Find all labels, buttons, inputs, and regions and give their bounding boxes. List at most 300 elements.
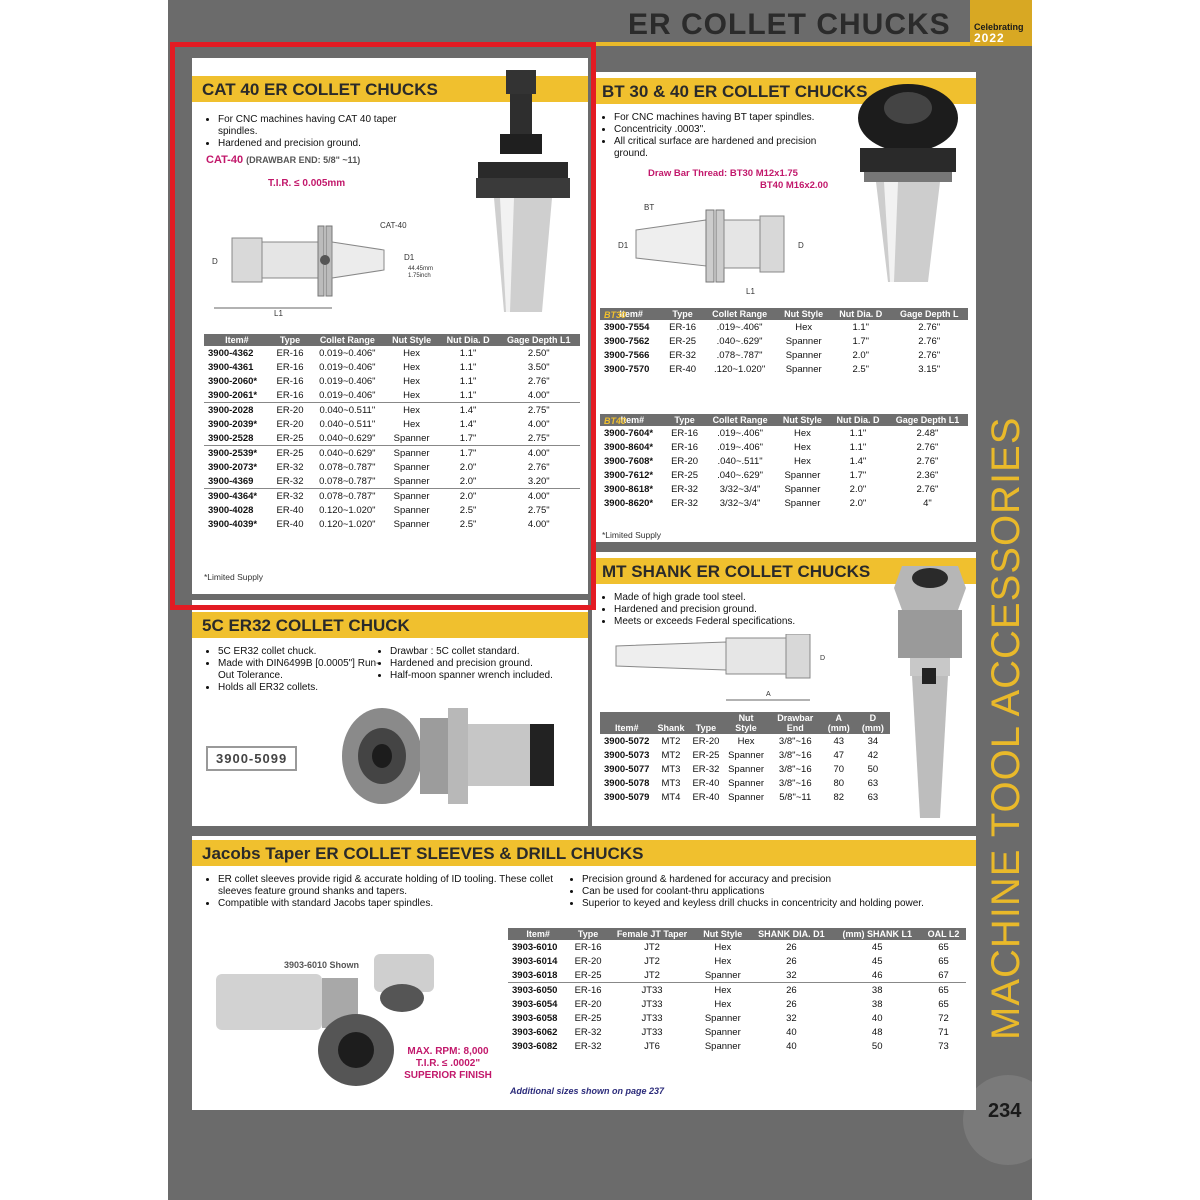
table-cell: ER-32: [671, 483, 699, 495]
table-cell: ER-20: [574, 955, 602, 967]
item-number-cell: 3900-5078: [604, 777, 650, 789]
table-cell: ER-40: [276, 518, 304, 530]
table-cell: 3/8"~16: [778, 777, 812, 789]
table-cell: 2.0": [849, 497, 867, 509]
table-row: [600, 334, 968, 348]
table-cell: Hex: [795, 321, 813, 333]
table-cell: Hex: [737, 735, 755, 747]
svg-text:CAT-40: CAT-40: [380, 221, 407, 230]
cat40-bullets: • For CNC machines having CAT 40 taper spindles. • Hardened and precision ground.: [204, 114, 418, 150]
table-cell: ER-32: [276, 461, 304, 473]
item-number-cell: 3900-4364*: [204, 489, 270, 504]
table-row: [600, 496, 968, 510]
svg-text:BT: BT: [644, 203, 655, 212]
table-cell: 2.75": [527, 504, 550, 516]
table-cell: JT33: [608, 983, 696, 998]
jacobs-specs-note: MAX. RPM: 8,000 T.I.R. ≤ .0002" SUPERIOR FINISH: [404, 1046, 492, 1081]
svg-text:44.45mm: 44.45mm: [408, 266, 434, 272]
table-cell: 47: [833, 749, 845, 761]
table-cell: 2.76": [527, 461, 550, 473]
table-cell: ER-16: [574, 941, 602, 953]
cat40-footnote: *Limited Supply: [204, 572, 264, 582]
table-cell: 4.00": [527, 518, 550, 530]
table-cell: ER-20: [276, 418, 304, 430]
table-cell: 2.76": [918, 321, 941, 333]
table-cell: ER-16: [276, 375, 304, 387]
table-cell: ER-40: [692, 777, 720, 789]
table-cell: 2.0": [852, 349, 870, 361]
table-cell: 0.078~0.787": [319, 461, 376, 473]
item-number-cell: 3900-7608*: [604, 455, 654, 467]
jacobs-bullets-right: • Precision ground & hardened for accuracy and precision • Can be used for coolant-thru applications • Superior to keyed and keyless drill chucks in concentricity and holding power.: [568, 874, 976, 910]
table-cell: ER-25: [671, 469, 699, 481]
table-cell: 3.15": [918, 363, 941, 375]
bt-drawbar: Draw Bar Thread: BT30 M12x1.75 BT40 M16x2.00: [648, 168, 829, 191]
table-cell: 2.76": [918, 349, 941, 361]
table-cell: Spanner: [785, 363, 822, 375]
svg-text:L1: L1: [746, 287, 755, 296]
mt-bullets: • Made of high grade tool steel. • Hardened and precision ground. • Meets or exceeds Federal specifications.: [600, 592, 854, 628]
table-cell: Hex: [384, 403, 438, 418]
table-cell: .040~.511": [717, 455, 763, 467]
table-cell: 0.019~0.406": [319, 361, 376, 373]
table-cell: 2.0": [439, 489, 498, 504]
c5-part-number: 3900-5099: [206, 746, 297, 771]
item-number-cell: 3900-2060*: [208, 375, 258, 387]
svg-text:D: D: [212, 257, 218, 266]
item-number-cell: 3900-2539*: [204, 446, 270, 461]
table-cell: ER-25: [574, 1012, 602, 1024]
table-cell: 1.1": [459, 375, 477, 387]
table-cell: 65: [921, 983, 966, 998]
table-cell: Spanner: [393, 518, 430, 530]
bt40-table-body: [600, 426, 968, 510]
anniversary-logo: Celebrating 2022: [970, 0, 1032, 46]
table-row: [600, 748, 890, 762]
item-number-cell: 3903-6062: [512, 1026, 558, 1038]
table-cell: Spanner: [784, 483, 821, 495]
bt-title: BT 30 & 40 ER COLLET CHUCKS: [602, 82, 868, 101]
cat40-spec-line: CAT-40 (DRAWBAR END: 5/8" ~11): [206, 154, 361, 166]
c5-bullets-left: • 5C ER32 collet chuck. • Made with DIN6499B [0.0005"] Run-Out Tolerance. • Holds all ER32 collets.: [204, 646, 394, 694]
table-cell: 1.1": [849, 441, 867, 453]
table-cell: ER-16: [671, 441, 699, 453]
jacobs-shown-label: 3903-6010 Shown: [284, 960, 360, 970]
table-cell: Spanner: [704, 1026, 741, 1038]
table-row: [600, 348, 968, 362]
table-cell: MT3: [661, 777, 681, 789]
svg-text:A: A: [766, 691, 771, 698]
c5-title: 5C ER32 COLLET CHUCK: [202, 616, 410, 635]
table-cell: 3/32~3/4": [719, 483, 761, 495]
table-cell: JT33: [641, 1012, 663, 1024]
table-cell: Hex: [403, 389, 421, 401]
item-number-cell: 3900-8618*: [604, 483, 654, 495]
table-cell: ER-25: [270, 446, 310, 461]
table-cell: 73: [938, 1040, 949, 1052]
table-cell: MT4: [661, 791, 681, 803]
table-cell: Hex: [403, 361, 421, 373]
svg-text:1.75inch: 1.75inch: [408, 273, 431, 279]
table-cell: 1.4": [459, 418, 477, 430]
item-number-cell: 3900-5073: [604, 749, 650, 761]
table-cell: 71: [938, 1026, 949, 1038]
table-cell: 0.078~0.787": [319, 475, 376, 487]
table-cell: 67: [938, 969, 949, 981]
item-number-cell: 3900-2028: [204, 403, 270, 418]
table-cell: 50: [871, 1040, 883, 1052]
table-cell: Spanner: [785, 335, 822, 347]
table-cell: 0.078~0.787": [310, 489, 384, 504]
table-row: [600, 482, 968, 496]
table-cell: 2.5": [459, 504, 477, 516]
table-cell: JT2: [644, 941, 660, 953]
table-cell: 2.75": [527, 432, 550, 444]
table-row: [508, 1039, 966, 1053]
item-number-cell: 3903-6050: [508, 983, 568, 998]
table-cell: 1.7": [459, 432, 477, 444]
mt-diagram: [606, 634, 846, 714]
table-cell: 0.040~0.629": [310, 446, 384, 461]
table-cell: 3.20": [527, 475, 550, 487]
table-cell: ER-32: [692, 763, 720, 775]
table-cell: ER-32: [276, 475, 304, 487]
table-cell: Spanner: [393, 432, 430, 444]
mt-panel: [592, 552, 976, 826]
item-number-cell: 3900-2039*: [208, 418, 258, 430]
table-cell: ER-25: [692, 749, 720, 761]
svg-text:D1: D1: [618, 241, 629, 250]
table-cell: ER-25: [276, 432, 304, 444]
table-cell: 43: [833, 735, 845, 747]
table-cell: 26: [786, 955, 797, 967]
table-cell: ER-20: [574, 998, 602, 1010]
c5-tool-photo: [330, 694, 570, 818]
table-row: [508, 940, 966, 954]
bt-tool-photo: [848, 78, 968, 288]
table-row: [600, 790, 890, 804]
cat40-title: CAT 40 ER COLLET CHUCKS: [202, 80, 438, 99]
table-cell: 26: [786, 998, 797, 1010]
table-cell: 72: [938, 1012, 949, 1024]
highlight-frame: [170, 42, 596, 610]
item-number-cell: 3900-5077: [604, 763, 650, 775]
jacobs-panel: [192, 836, 976, 1110]
table-cell: 38: [833, 983, 921, 998]
item-number-cell: 3900-5079: [604, 791, 650, 803]
table-row: [508, 968, 966, 983]
table-cell: 1.1": [459, 361, 477, 373]
bt30-table-body: [600, 320, 968, 376]
item-number-cell: 3900-8604*: [604, 441, 654, 453]
table-cell: 4.00": [527, 389, 550, 401]
table-row: [508, 954, 966, 968]
table-cell: 32: [786, 969, 797, 981]
table-cell: 65: [938, 955, 949, 967]
table-cell: 2.76": [918, 335, 941, 347]
table-cell: 1.7": [439, 446, 498, 461]
table-cell: Spanner: [704, 969, 741, 981]
table-cell: JT2: [644, 955, 660, 967]
table-cell: Hex: [714, 941, 732, 953]
item-number-cell: 3903-6014: [512, 955, 558, 967]
side-title: MACHINE TOOL ACCESSORIES: [984, 416, 1028, 1040]
table-cell: .078~.787": [716, 349, 763, 361]
page-number: 234: [988, 1100, 1022, 1122]
table-cell: 0.040~0.629": [319, 432, 376, 444]
item-number-cell: 3900-4362: [208, 347, 254, 359]
table-cell: 38: [871, 998, 883, 1010]
table-cell: 3/8"~16: [778, 735, 812, 747]
item-number-cell: 3903-6082: [512, 1040, 558, 1052]
item-number-cell: 3900-8620*: [604, 497, 654, 509]
table-cell: ER-16: [276, 389, 304, 401]
table-cell: 5/8"~11: [779, 791, 812, 803]
table-cell: 2.5": [852, 363, 870, 375]
jacobs-title: Jacobs Taper ER COLLET SLEEVES & DRILL CHUCKS: [202, 844, 644, 863]
svg-text:L1: L1: [274, 309, 283, 318]
table-cell: .040~.629": [716, 335, 763, 347]
table-cell: ER-32: [574, 1026, 602, 1038]
item-number-cell: 3900-4039*: [208, 518, 258, 530]
table-cell: Spanner: [384, 489, 438, 504]
table-cell: 34: [867, 735, 879, 747]
bt30-label: BT30: [604, 310, 627, 320]
table-cell: 4": [923, 497, 932, 509]
table-cell: 45: [871, 955, 883, 967]
cat40-spec-table: Item# Type Collet Range Nut Style Nut Dia. D Gage Depth L1 3900-4362 ER-16 0.019~0.406" Hex 1.1" 2.50" 3900-4361 ER-16 0.019~0.406" Hex 1.1" 3.50" 3900-2060* ER-16 0.019~0.406" Hex 1.1" 2.76" 3900-2061* ER-16 0.019~0.406" Hex 1.1" 4.00" 3900-2028 ER-20 0.040~0.511" Hex 1.4" 2.75" 3900-2039* ER-20 0.040~0.511" Hex 1.4" 4.00" 3900-2528 ER-25 0.040~0.629" Spanner 1.7" 2.75" 3900-2539* ER-25 0.040~0.629" Spanner 1.7" 4.00" 3900-2073* ER-32 0.078~0.787" Spanner 2.0" 2.76" 3900-4369 ER-32 0.078~0.787" Spanner 2.0" 3.20" 3900-4364* ER-32 0.078~0.787" Spanner 2.0" 4.00" 3900-4028 ER-40 0.120~1.020" Spanner 2.5" 2.75" 3900-4039* ER-40 0.120~1.020" Spanner 2.5" 4.00": [204, 334, 580, 531]
table-cell: .120~1.020": [714, 363, 766, 375]
table-cell: Hex: [714, 955, 732, 967]
table-cell: ER-16: [568, 983, 607, 998]
table-cell: 26: [749, 983, 833, 998]
table-row: [600, 440, 968, 454]
table-cell: ER-20: [270, 403, 310, 418]
table-cell: 65: [938, 941, 949, 953]
table-cell: 0.040~0.511": [319, 418, 376, 430]
table-cell: 1.4": [849, 455, 867, 467]
table-cell: 63: [867, 791, 879, 803]
jacobs-bullets-left: • ER collet sleeves provide rigid & accurate holding of ID tooling. These collet sleeves feature ground shanks and tapers. • Compatible with standard Jacobs taper spindles.: [204, 874, 578, 910]
bt40-label: BT40: [604, 416, 627, 426]
table-cell: 1.1": [459, 389, 477, 401]
table-cell: ER-32: [270, 489, 310, 504]
table-cell: 2.76": [527, 375, 550, 387]
table-cell: ER-16: [669, 321, 697, 333]
table-cell: 4.00": [527, 418, 550, 430]
table-cell: ER-32: [574, 1040, 602, 1052]
bt-footnote: *Limited Supply: [602, 530, 662, 540]
table-cell: Spanner: [704, 1040, 741, 1052]
table-row: [600, 776, 890, 790]
table-cell: ER-40: [692, 791, 720, 803]
table-cell: 46: [871, 969, 883, 981]
bt30-spec-table: Item# Type Collet Range Nut Style Nut Dia. D Gage Depth L 3900-7554 ER-16 .019~.406" Hex 1.1" 2.76" 3900-7562 ER-25 .040~.629" Spanner 1.7" 2.76" 3900-7566 ER-32 .078~.787" Spanner 2.0" 2.76" 3900-7570 ER-40 .120~1.020" Spanner 2.5" 3.15": [600, 308, 968, 376]
mt-table-body: [600, 734, 890, 804]
item-number-cell: 3900-7566: [604, 349, 650, 361]
bt-diagram: [616, 196, 816, 296]
table-row: [508, 1011, 966, 1025]
c5-bullets-right: • Drawbar : 5C collet standard. • Hardened and precision ground. • Half-moon spanner wrench included.: [376, 646, 588, 682]
table-cell: 32: [786, 1012, 797, 1024]
table-cell: JT33: [641, 1026, 663, 1038]
item-number-cell: 3900-2528: [208, 432, 254, 444]
table-cell: 65: [938, 998, 949, 1010]
table-cell: 80: [833, 777, 845, 789]
table-cell: ER-20: [692, 735, 720, 747]
table-cell: 45: [871, 941, 883, 953]
item-number-cell: 3903-6054: [512, 998, 558, 1010]
table-cell: 2.36": [916, 469, 939, 481]
jacobs-table-body: [508, 940, 966, 1053]
table-cell: MT2: [661, 735, 681, 747]
table-cell: 1.1": [459, 347, 477, 359]
table-cell: 2.76": [916, 455, 939, 467]
table-cell: 2.5": [459, 518, 477, 530]
table-cell: .040~.629": [717, 469, 764, 481]
table-cell: 2.76": [916, 483, 939, 495]
table-cell: 0.019~0.406": [319, 389, 376, 401]
table-cell: Spanner: [785, 349, 822, 361]
page-title: ER COLLET CHUCKS: [628, 8, 951, 41]
table-cell: ER-16: [276, 347, 304, 359]
table-cell: 1.7": [852, 335, 870, 347]
table-cell: 2.48": [916, 427, 939, 439]
table-cell: 2.0": [459, 475, 477, 487]
bt-panel: [592, 72, 976, 542]
table-cell: ER-16: [276, 361, 304, 373]
table-cell: Hex: [793, 455, 811, 467]
table-cell: ER-40: [276, 504, 304, 516]
cat40-tir: T.I.R. ≤ 0.005mm: [268, 178, 346, 189]
table-cell: Hex: [696, 983, 749, 998]
jacobs-spec-table: Item# Type Female JT Taper Nut Style SHANK DIA. D1 (mm) SHANK L1 OAL L2 3903-6010 ER-16 JT2 Hex 26 45 65 3903-6014 ER-20 JT2 Hex 26 45 65 3903-6018 ER-25 JT2 Spanner 32 46 67 3903-6050 ER-16 JT33 Hex 26 38 65 3903-6054 ER-20 JT33 Hex 26 38 65 3903-6058 ER-25 JT33 Spanner 32 40 72 3903-6062 ER-32 JT33 Spanner 40 48 71 3903-6082 ER-32 JT6 Spanner 40 50 73: [508, 928, 966, 1053]
table-cell: ER-25: [669, 335, 697, 347]
table-cell: JT2: [644, 969, 660, 981]
item-number-cell: 3903-6010: [512, 941, 558, 953]
table-cell: ER-32: [669, 349, 697, 361]
table-cell: .019~.406": [717, 427, 764, 439]
table-cell: 0.019~0.406": [319, 347, 376, 359]
table-row: [508, 983, 966, 998]
table-cell: JT33: [641, 998, 663, 1010]
c5-panel: [192, 600, 588, 826]
table-cell: Hex: [403, 375, 421, 387]
table-cell: 1.4": [439, 403, 498, 418]
table-cell: Spanner: [728, 791, 765, 803]
table-row: [600, 454, 968, 468]
table-cell: Spanner: [393, 504, 430, 516]
item-number-cell: 3900-5072: [604, 735, 650, 747]
table-row: [600, 362, 968, 376]
table-cell: 50: [867, 763, 879, 775]
table-cell: ER-32: [671, 497, 699, 509]
table-cell: Spanner: [393, 475, 430, 487]
svg-text:D: D: [798, 241, 804, 250]
item-number-cell: 3900-7554: [604, 321, 650, 333]
item-number-cell: 3900-7612*: [604, 469, 654, 481]
table-cell: ER-40: [669, 363, 697, 375]
table-cell: .019~.406": [717, 441, 764, 453]
table-cell: Spanner: [728, 749, 765, 761]
table-cell: 70: [833, 763, 845, 775]
table-cell: 40: [786, 1026, 797, 1038]
table-row: [600, 468, 968, 482]
table-cell: 40: [871, 1012, 883, 1024]
table-cell: Hex: [403, 347, 421, 359]
item-number-cell: 3903-6018: [512, 969, 558, 981]
table-cell: Hex: [714, 998, 732, 1010]
item-number-cell: 3900-4361: [208, 361, 254, 373]
table-cell: 1.1": [852, 321, 870, 333]
table-cell: Spanner: [728, 777, 765, 789]
table-cell: JT6: [644, 1040, 660, 1052]
table-cell: 4.00": [498, 446, 581, 461]
table-cell: 63: [867, 777, 879, 789]
table-cell: 2.50": [527, 347, 550, 359]
item-number-cell: 3903-6058: [512, 1012, 558, 1024]
table-cell: 3/32~3/4": [719, 497, 761, 509]
item-number-cell: 3900-7570: [604, 363, 650, 375]
svg-text:D1: D1: [404, 253, 415, 262]
table-cell: Hex: [793, 441, 811, 453]
table-cell: 0.120~1.020": [319, 518, 376, 530]
table-row: [600, 762, 890, 776]
table-cell: 2.75": [498, 403, 581, 418]
table-cell: .019~.406": [716, 321, 763, 333]
table-cell: 1.1": [849, 427, 867, 439]
table-cell: 0.040~0.511": [310, 403, 384, 418]
item-number-cell: 3900-4369: [208, 475, 254, 487]
bt-bullets: • For CNC machines having BT taper spindles. • Concentricity .0003". • All critical surface are hardened and precision ground.: [600, 112, 846, 160]
mt-spec-table: Item# Shank Type Nut Style Drawbar End A (mm) D (mm) 3900-5072 MT2 ER-20 Hex 3/8"~16 43 34 3900-5073 MT2 ER-25 Spanner 3/8"~16 47 42 3900-5077 MT3 ER-32 Spanner 3/8"~16 70 50 3900-5078 MT3 ER-40 Spanner 3/8"~16 80 63 3900-5079 MT4 ER-40 Spanner 5/8"~11 82 63: [600, 712, 890, 804]
table-cell: Spanner: [704, 1012, 741, 1024]
table-row: [508, 1025, 966, 1039]
table-cell: 4.00": [498, 489, 581, 504]
table-cell: Spanner: [728, 763, 765, 775]
table-cell: 2.0": [849, 483, 867, 495]
table-cell: 26: [786, 941, 797, 953]
table-cell: Spanner: [784, 469, 821, 481]
table-cell: MT3: [661, 763, 681, 775]
table-cell: Hex: [403, 418, 421, 430]
table-cell: ER-16: [671, 427, 699, 439]
table-cell: Spanner: [384, 446, 438, 461]
table-cell: 40: [786, 1040, 797, 1052]
table-cell: 1.7": [849, 469, 867, 481]
table-cell: 2.76": [916, 441, 939, 453]
header-underline: [588, 42, 1032, 46]
table-cell: Spanner: [784, 497, 821, 509]
table-cell: Hex: [793, 427, 811, 439]
table-cell: 3.50": [527, 361, 550, 373]
item-number-cell: 3900-4028: [208, 504, 254, 516]
table-cell: MT2: [661, 749, 681, 761]
table-row: [600, 426, 968, 440]
table-cell: 0.120~1.020": [319, 504, 376, 516]
item-number-cell: 3900-2061*: [208, 389, 258, 401]
table-cell: 3/8"~16: [778, 749, 812, 761]
table-cell: 3/8"~16: [778, 763, 812, 775]
item-number-cell: 3900-2073*: [208, 461, 258, 473]
table-row: [600, 734, 890, 748]
table-cell: Spanner: [393, 461, 430, 473]
bt40-spec-table: Item# Type Collet Range Nut Style Nut Dia. D Gage Depth L1 3900-7604* ER-16 .019~.406" Hex 1.1" 2.48" 3900-8604* ER-16 .019~.406" Hex 1.1" 2.76" 3900-7608* ER-20 .040~.511" Hex 1.4" 2.76" 3900-7612* ER-25 .040~.629" Spanner 1.7" 2.36" 3900-8618* ER-32 3/32~3/4" Spanner 2.0" 2.76" 3900-8620* ER-32 3/32~3/4" Spanner 2.0" 4": [600, 414, 968, 510]
table-row: [600, 320, 968, 334]
table-cell: ER-20: [671, 455, 699, 467]
item-number-cell: 3900-7562: [604, 335, 650, 347]
jacobs-additional-note: Additional sizes shown on page 237: [510, 1086, 665, 1096]
